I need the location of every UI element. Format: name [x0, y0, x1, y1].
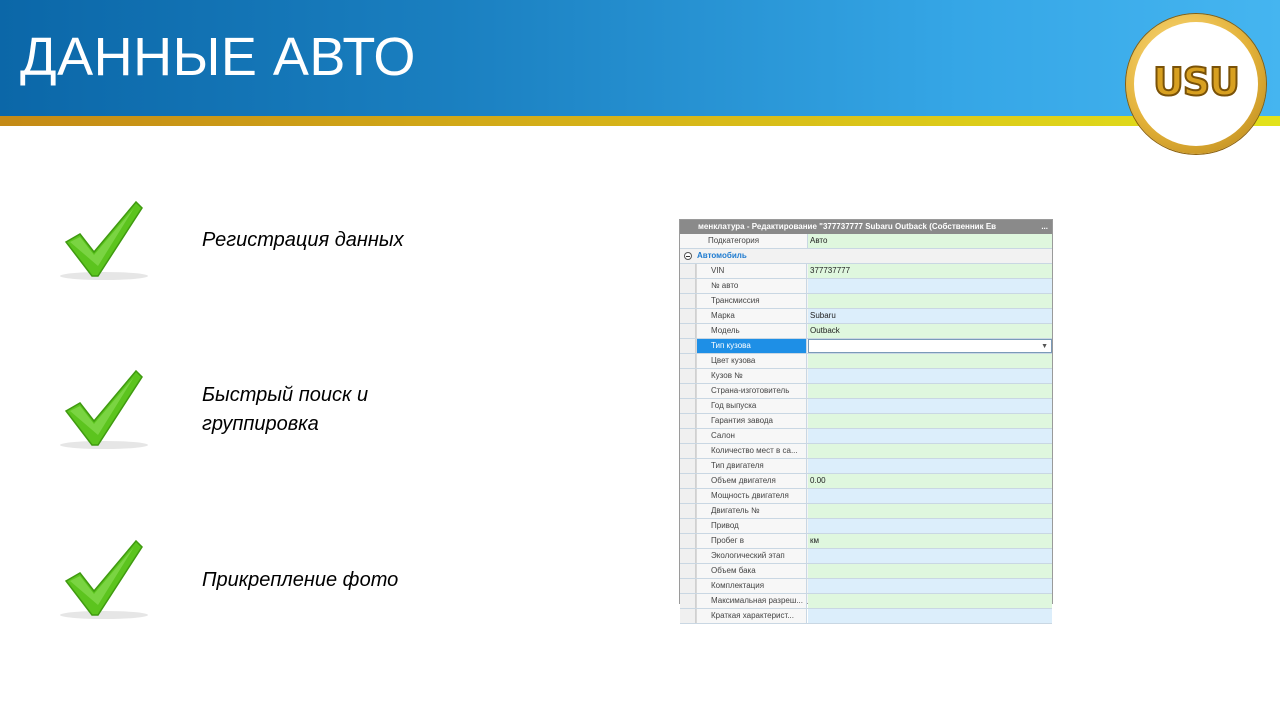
- tree-gutter: [680, 264, 697, 278]
- field-value[interactable]: [808, 339, 1052, 353]
- field-value[interactable]: [808, 384, 1052, 398]
- field-value[interactable]: [808, 369, 1052, 383]
- field-label: VIN: [697, 264, 807, 278]
- field-value[interactable]: [808, 354, 1052, 368]
- field-label: Комплектация: [697, 579, 807, 593]
- tree-gutter: [680, 279, 697, 293]
- field-row[interactable]: [680, 489, 1052, 504]
- tree-gutter: [680, 354, 697, 368]
- field-row[interactable]: [680, 579, 1052, 594]
- field-label: Страна-изготовитель: [697, 384, 807, 398]
- field-label: Экологический этап: [697, 549, 807, 563]
- tree-gutter: [680, 324, 697, 338]
- tree-line: [688, 459, 696, 473]
- tree-line: [688, 429, 696, 443]
- field-row[interactable]: [680, 414, 1052, 429]
- tree-line: [688, 594, 696, 608]
- field-row[interactable]: [680, 444, 1052, 459]
- field-value[interactable]: [808, 429, 1052, 443]
- field-value-text: Subaru: [810, 311, 836, 320]
- field-label: Трансмиссия: [697, 294, 807, 308]
- window-title: менклатура - Редактирование "377737777 Subaru Outback (Собственник Ев: [698, 222, 997, 231]
- field-row[interactable]: [680, 294, 1052, 309]
- tree-line: [688, 504, 696, 518]
- usu-logo: [1126, 14, 1266, 154]
- subcategory-row[interactable]: [680, 234, 1052, 249]
- tree-line: [688, 324, 696, 338]
- field-value[interactable]: [808, 309, 1052, 323]
- tree-gutter: [680, 429, 697, 443]
- tree-gutter: [680, 459, 697, 473]
- field-value-text: км: [810, 536, 819, 545]
- field-row[interactable]: [680, 399, 1052, 414]
- field-row[interactable]: [680, 264, 1052, 279]
- field-label: Марка: [697, 309, 807, 323]
- subcategory-label: Подкатегория: [680, 234, 808, 248]
- tree-line: [688, 534, 696, 548]
- field-row[interactable]: [680, 534, 1052, 549]
- tree-line: [688, 384, 696, 398]
- field-label: Пробег в: [697, 534, 807, 548]
- field-label: Объем бака: [697, 564, 807, 578]
- field-row[interactable]: [680, 354, 1052, 369]
- field-label: Мощность двигателя: [697, 489, 807, 503]
- feature-label-3: Прикрепление фото: [202, 569, 399, 591]
- tree-line: [688, 549, 696, 563]
- field-value[interactable]: [808, 474, 1052, 488]
- dropdown-arrow-icon[interactable]: ▼: [1041, 343, 1048, 350]
- field-value[interactable]: [808, 579, 1052, 593]
- field-value[interactable]: [808, 399, 1052, 413]
- tree-line: [688, 444, 696, 458]
- field-row[interactable]: [680, 504, 1052, 519]
- subcategory-value[interactable]: Авто: [808, 234, 1052, 248]
- field-label: Кузов №: [697, 369, 807, 383]
- field-value-text: Outback: [810, 326, 840, 335]
- field-value[interactable]: [808, 489, 1052, 503]
- field-value[interactable]: [808, 459, 1052, 473]
- field-row[interactable]: [680, 609, 1052, 624]
- tree-gutter: [680, 609, 697, 623]
- field-value[interactable]: [808, 294, 1052, 308]
- tree-gutter: [680, 564, 697, 578]
- tree-gutter: [680, 549, 697, 563]
- fields-list: [680, 264, 1052, 624]
- tree-line: [688, 564, 696, 578]
- tree-gutter: [680, 414, 697, 428]
- field-label: Объем двигателя: [697, 474, 807, 488]
- field-row[interactable]: [680, 429, 1052, 444]
- field-value[interactable]: [808, 564, 1052, 578]
- collapse-icon[interactable]: [684, 252, 692, 260]
- field-value[interactable]: [808, 594, 1052, 608]
- tree-gutter: [680, 294, 697, 308]
- field-row[interactable]: [680, 549, 1052, 564]
- field-value[interactable]: [808, 324, 1052, 338]
- field-label: Максимальная разреш...: [697, 594, 807, 608]
- field-row[interactable]: [680, 339, 1052, 354]
- field-row[interactable]: [680, 384, 1052, 399]
- field-label: Тип двигателя: [697, 459, 807, 473]
- field-row[interactable]: [680, 564, 1052, 579]
- field-value[interactable]: [808, 549, 1052, 563]
- tree-gutter: [680, 399, 697, 413]
- field-label: Гарантия завода: [697, 414, 807, 428]
- field-label: Количество мест в са...: [697, 444, 807, 458]
- tree-line: [688, 264, 696, 278]
- checkmark-icon: [58, 200, 150, 284]
- tree-gutter: [680, 504, 697, 518]
- field-value[interactable]: [808, 414, 1052, 428]
- field-label: Салон: [697, 429, 807, 443]
- tree-line: [688, 474, 696, 488]
- header-stripe: [0, 116, 1280, 126]
- field-value-text: 377737777: [810, 266, 851, 275]
- tree-gutter: [680, 579, 697, 593]
- tree-line: [688, 279, 696, 293]
- field-value[interactable]: [808, 504, 1052, 518]
- field-value[interactable]: [808, 519, 1052, 533]
- field-row[interactable]: [680, 459, 1052, 474]
- tree-gutter: [680, 444, 697, 458]
- field-row[interactable]: [680, 279, 1052, 294]
- group-label: Автомобиль: [697, 251, 747, 260]
- field-value[interactable]: [808, 609, 1052, 623]
- tree-line: [688, 354, 696, 368]
- field-label: Тип кузова: [697, 339, 807, 353]
- tree-line: [688, 294, 696, 308]
- tree-gutter: [680, 519, 697, 533]
- field-row[interactable]: [680, 594, 1052, 609]
- tree-line: [688, 519, 696, 533]
- field-label: Двигатель №: [697, 504, 807, 518]
- checkmark-icon: [58, 539, 150, 623]
- window-titlebar[interactable]: [680, 220, 1052, 234]
- field-value[interactable]: [808, 264, 1052, 278]
- tree-line: [688, 309, 696, 323]
- tree-gutter: [680, 339, 697, 353]
- checkmark-icon: [58, 369, 150, 453]
- group-header-auto[interactable]: [680, 249, 1052, 264]
- feature-label-2: Быстрый поиск и группировка: [202, 384, 369, 435]
- tree-line: [688, 369, 696, 383]
- tree-gutter: [680, 369, 697, 383]
- field-label: Цвет кузова: [697, 354, 807, 368]
- tree-gutter: [680, 489, 697, 503]
- tree-line: [688, 489, 696, 503]
- tree-gutter: [680, 594, 697, 608]
- field-value[interactable]: [808, 444, 1052, 458]
- tree-gutter: [680, 309, 697, 323]
- field-label: Краткая характерист...: [697, 609, 807, 623]
- field-row[interactable]: [680, 309, 1052, 324]
- field-row[interactable]: [680, 324, 1052, 339]
- field-row[interactable]: [680, 474, 1052, 489]
- tree-gutter: [680, 534, 697, 548]
- logo-text: USU: [1152, 60, 1240, 104]
- feature-label-1: Регистрация данных: [202, 229, 404, 251]
- tree-gutter: [680, 474, 697, 488]
- field-label: Привод: [697, 519, 807, 533]
- tree-line: [688, 579, 696, 593]
- page-title: ДАННЫЕ АВТО: [20, 27, 416, 87]
- tree-line: [688, 399, 696, 413]
- tree-line: [688, 339, 696, 353]
- field-label: Год выпуска: [697, 399, 807, 413]
- car-edit-window: [679, 219, 1053, 620]
- tree-line: [688, 414, 696, 428]
- field-value-text: 0.00: [810, 476, 826, 485]
- field-value[interactable]: [808, 279, 1052, 293]
- field-label: Модель: [697, 324, 807, 338]
- field-row[interactable]: [680, 519, 1052, 534]
- field-row[interactable]: [680, 369, 1052, 384]
- tree-gutter: [680, 384, 697, 398]
- window-title-more: ...: [1041, 222, 1048, 231]
- logo-inner-circle: [1134, 22, 1258, 146]
- field-value[interactable]: [808, 534, 1052, 548]
- field-label: № авто: [697, 279, 807, 293]
- tree-line: [688, 609, 696, 623]
